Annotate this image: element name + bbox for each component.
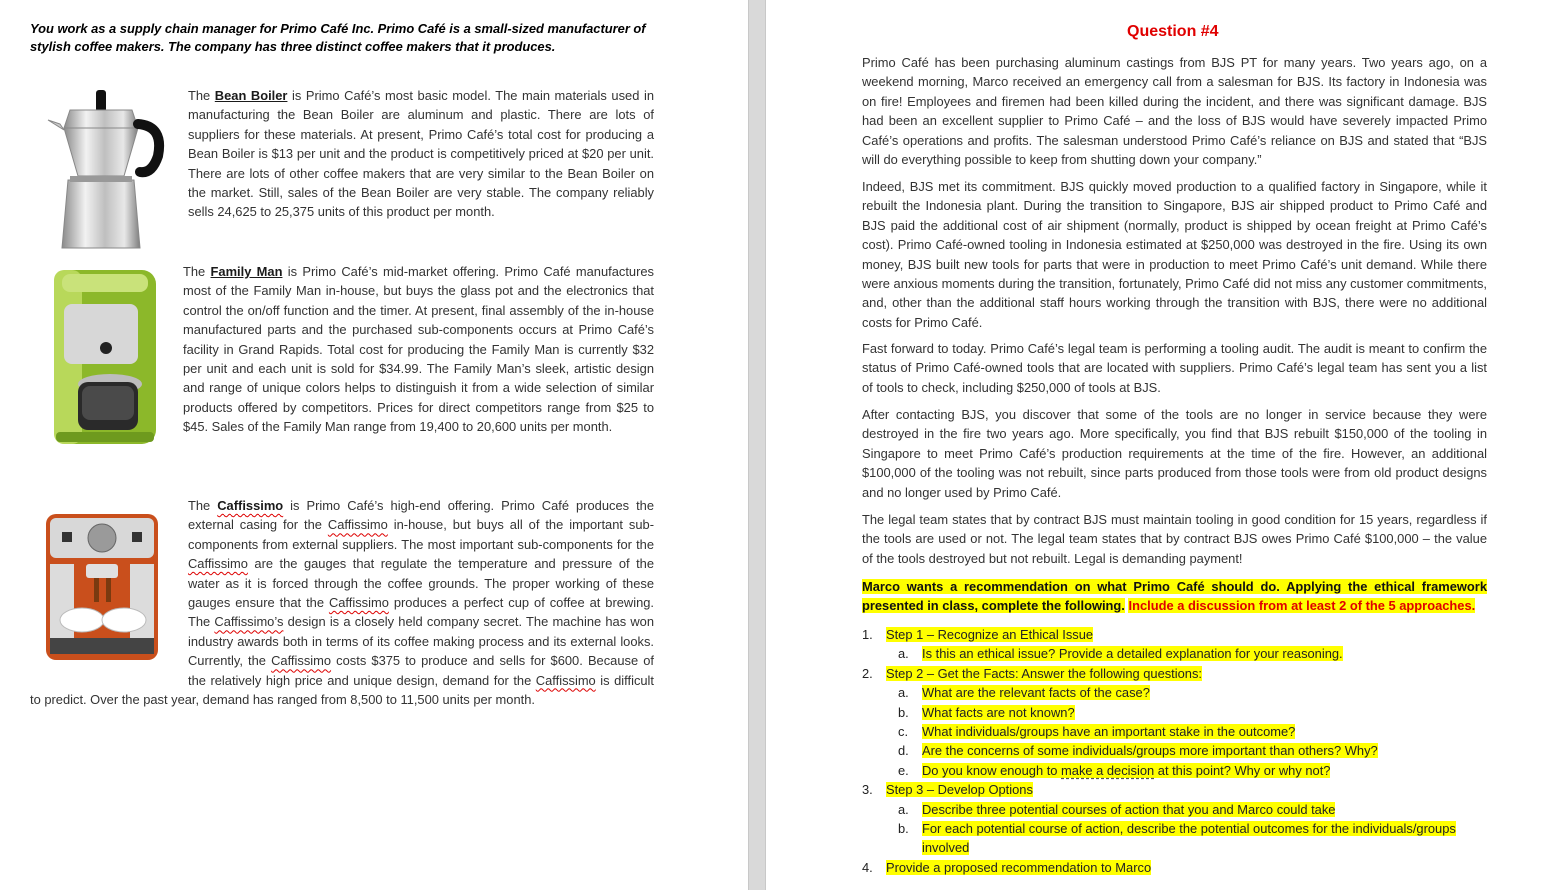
assignment-instructions: Marco wants a recommendation on what Primo Café should do. Applying the ethical framework presented in class, complete the following. Include a discussion from at least 2 of the 5 approaches. <box>862 579 1487 614</box>
step-2-item-e: e. Do you know enough to make a decision at this point? Why or why not? <box>898 762 1331 778</box>
family-man-description: The Family Man is Primo Café’s mid-market offering. Primo Café manufactures most of the Family Man in-house, but buys the glass pot and the electronics that control the on/off function and the timer. At present, final assembly of the in-house manufactured parts and the purchased sub-components occurs at Primo Café’s facility in Grand Rapids. Total cost for producing the Family Man is currently $32 per unit and each unit is sold for $34.99. The Family Man’s sleek, artistic design and range of unique colors helps to distinguish it from a wide selection of similar products offered by competitors. Prices for direct competitors range from $25 to $45. Sales of the Family Man range from 19,400 to 20,600 units per month. <box>183 264 655 435</box>
left-document-page <box>0 0 748 890</box>
caffissimo-name: Caffissimo <box>217 498 284 513</box>
case-paragraph-3: Fast forward to today. Primo Café’s legal team is performing a tooling audit. The audit is meant to confirm the status of Primo Café-owned tools that are located with suppliers. Primo Café’s legal team has sent you a list of tools to check, including $250,000 of tools at BJS. <box>862 341 1487 395</box>
step-3-item-b: b. For each potential course of action, describe the potential outcomes for the individuals/groups involved <box>898 821 1456 856</box>
approaches-requirement: Include a discussion from at least 2 of the 5 approaches. <box>1128 598 1476 614</box>
family-man-name: Family Man <box>210 264 283 279</box>
step-2: 2. Step 2 – Get the Facts: Answer the following questions: a. What are the relevant facts of the case? b. What facts are not known? c. What individuals/groups have an important stake in the outcome? d. Are the concerns of some individuals/groups more important than others? Why? e. Do you know enough to make a decision at this point? Why or why not? <box>862 664 1492 780</box>
step-3: 3. Step 3 – Develop Options a. Describe three potential courses of action that you and Marco could take b. For each potential course of action, describe the potential outcomes for the individuals/groups involved <box>862 780 1492 858</box>
step-2-item-d: d. Are the concerns of some individuals/groups more important than others? Why? <box>898 743 1378 759</box>
bean-boiler-name: Bean Boiler <box>214 88 288 103</box>
bean-boiler-image <box>40 84 176 254</box>
bean-boiler-description: The Bean Boiler is Primo Café’s most basic model. The main materials used in manufacturing the Bean Boiler are aluminum and plastic. There are lots of suppliers for these materials. At present, Primo Café’s total cost for producing a Bean Boiler is $13 per unit and the product is competitively priced at $20 per unit. There are lots of other coffee makers that are very similar to the Bean Boiler on the market. Still, sales of the Bean Boiler are very stable. The company reliably sells 24,625 to 25,375 units of this product per month. <box>188 88 654 220</box>
step-4: 4. Provide a proposed recommendation to Marco <box>862 859 1152 875</box>
ethical-framework-steps <box>862 625 1492 877</box>
page-gutter <box>748 0 766 890</box>
case-paragraph-1: Primo Café has been purchasing aluminum castings from BJS PT for many years. Two years ago, on a weekend morning, Marco received an emergency call from a salesman for BJS. Its factory in Indonesia was on fire! Employees and firemen had been killed during the incident, and there was significant damage. BJS had been an excellent supplier to Primo Café – and the loss of BJS would have severely impacted Primo Café’s operations and profits. The salesman understood Primo Café’s reliance on BJS and stated that “BJS will do everything possible to keep from shutting down your company.” <box>862 55 1487 168</box>
right-document-page <box>766 0 1564 890</box>
step-3-item-a: a. Describe three potential courses of action that you and Marco could take <box>898 801 1336 817</box>
step-2-item-a: a. What are the relevant facts of the case? <box>898 685 1150 701</box>
caffissimo-description: The Caffissimo is Primo Café’s high-end offering. Primo Café produces the external casing for the Caffissimo in-house, but buys all of the important sub-components from external suppliers. The most important sub-components for the Caffissimo are the gauges that regulate the temperature and pressure of the water as it is forced through the coffee grounds. The proper working of these gauges ensure that the Caffissimo produces a perfect cup of coffee at brewing. The Caffissimo’s design is a closely held company secret. The machine has won industry awards both in terms of its coffee making process and its external looks. Currently, the Caffissimo costs $375 to produce and sells for $600. Because of the relatively high price and unique design, demand for the Caffissimo is difficult to predict. Over the past year, demand has ranged from 8,500 to 11,500 units per month. <box>30 498 655 708</box>
step-1: 1. Step 1 – Recognize an Ethical Issue a. Is this an ethical issue? Provide a detailed explanation for your reasoning. <box>862 625 1492 664</box>
case-paragraph-4: After contacting BJS, you discover that some of the tools are no longer in service because they were destroyed in the fire two years ago. More specifically, you find that BJS rebuilt $150,000 of the tooling in Singapore to meet Primo Café’s production requirements at the time of the fire. However, an additional $100,000 of the tooling was not rebuilt, since parts produced from those tools were from old product designs and no longer used by Primo Café. <box>862 407 1487 500</box>
family-man-image <box>48 264 162 450</box>
question-title: Question #4 <box>1127 23 1219 40</box>
intro-paragraph: You work as a supply chain manager for Primo Café Inc. Primo Café is a small-sized manufacturer of stylish coffee makers. The company has three distinct coffee makers that it produces. <box>30 21 646 54</box>
step-2-item-c: c. What individuals/groups have an important stake in the outcome? <box>898 724 1296 740</box>
case-paragraph-2: Indeed, BJS met its commitment. BJS quickly moved production to a qualified factory in Singapore, while it rebuilt the Indonesia plant. During the transition to Singapore, BJS air shipped product to Primo Café and BJS paid the additional cost of air shipment (normally, product is shipped by ocean freight at Primo Café’s cost). Primo Café-owned tooling in Indonesia estimated at $250,000 was destroyed in the fire. Using its own money, BJS built new tools for parts that were in production to meet Primo Café’s unit demand. While there were anxious moments during the transition, fortunately, Primo Café did not miss any customer commitments, and, other than the additional staff hours working through the transition with BJS, there were no additional costs for Primo Café. <box>862 179 1487 330</box>
case-paragraph-5: The legal team states that by contract BJS must maintain tooling in good condition for 15 years, regardless if the tools are used or not. The legal team states that by contract BJS owes Primo Café $100,000 – the value of the tools destroyed but not rebuilt. Legal is demanding payment! <box>862 512 1487 566</box>
step-2-item-b: b. What facts are not known? <box>898 704 1075 720</box>
step-1-item-a: a. Is this an ethical issue? Provide a detailed explanation for your reasoning. <box>898 646 1343 662</box>
